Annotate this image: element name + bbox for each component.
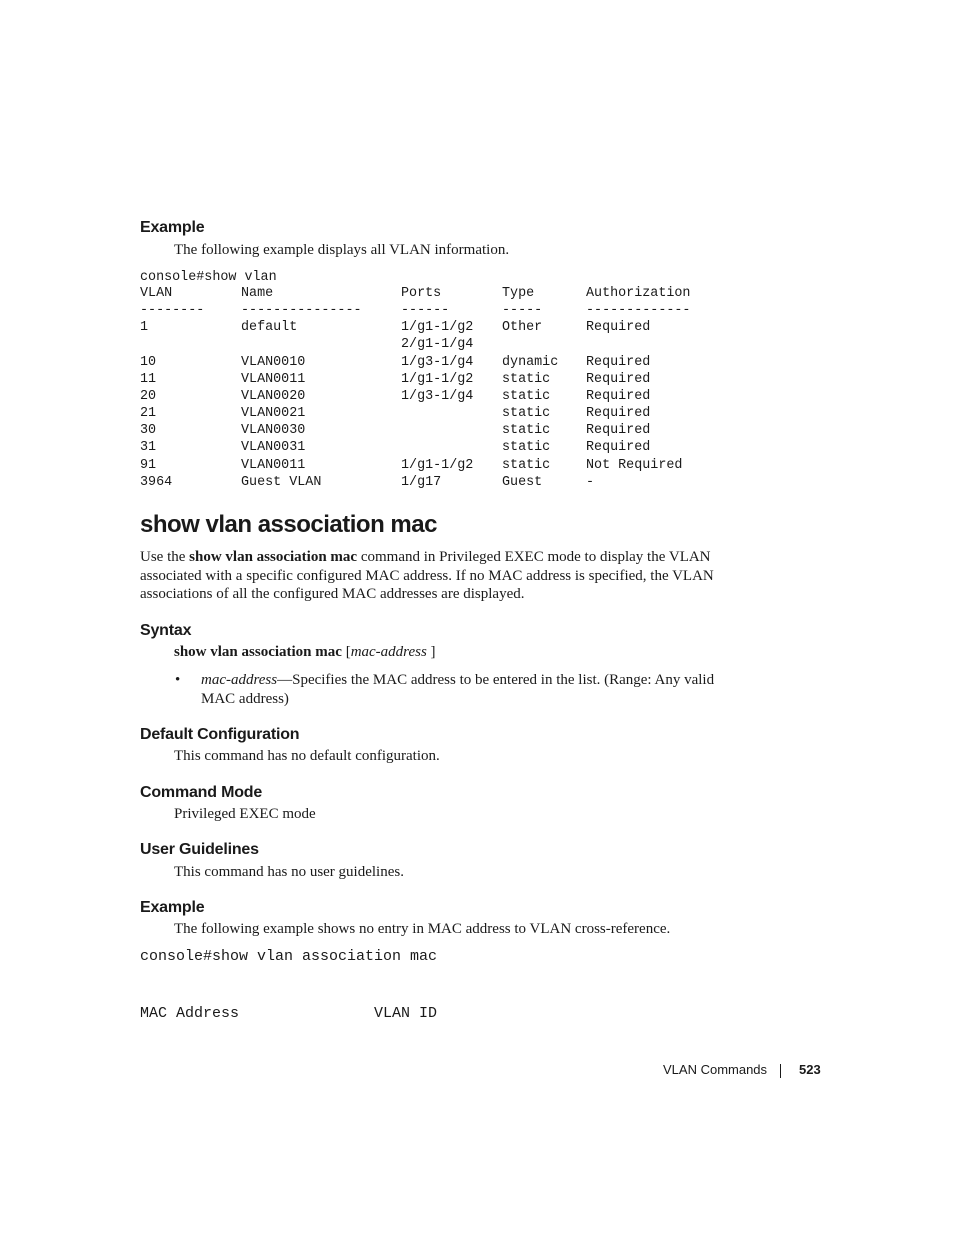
cell-type: dynamic	[502, 354, 559, 370]
example2-intro: The following example shows no entry in MAC address to VLAN cross-reference.	[174, 921, 671, 937]
example-heading: Example	[140, 219, 205, 236]
footer-section: VLAN Commands	[663, 1062, 768, 1077]
cell-ports: 1/g1-1/g2	[401, 457, 474, 473]
cell-ports: 1/g3-1/g4	[401, 354, 474, 370]
cell-vlan: 11	[140, 371, 157, 387]
default-config-text: This command has no default configuration.	[174, 748, 440, 764]
cell-authorization: Required	[586, 320, 651, 336]
code-command-2: console#show vlan association mac	[140, 948, 438, 965]
cell-type: Guest	[502, 474, 543, 490]
example2-heading: Example	[140, 899, 205, 916]
cell-vlan: --------	[140, 303, 205, 319]
syntax-param: mac-address	[350, 644, 427, 660]
cell-ports: 1/g3-1/g4	[401, 388, 474, 404]
cell-name: VLAN0031	[241, 440, 306, 456]
code-command: console#show vlan	[140, 270, 277, 285]
cell-name: VLAN0030	[241, 423, 306, 439]
cell-vlan: 3964	[140, 474, 173, 490]
output-col-mac: MAC Address	[140, 1005, 240, 1022]
syntax-line: show vlan association mac [mac-address ]	[174, 644, 436, 660]
cell-authorization: Required	[586, 406, 651, 422]
cell-name: VLAN0020	[241, 388, 306, 404]
cell-name: Name	[241, 286, 274, 301]
cell-vlan: 1	[140, 320, 149, 336]
example-intro: The following example displays all VLAN information.	[174, 242, 510, 258]
description-line-2: associated with a specific configured MAC address. If no MAC address is specified, the VLAN	[140, 567, 714, 584]
cell-type: static	[502, 406, 551, 422]
bullet-icon: •	[175, 672, 181, 688]
cell-vlan: 91	[140, 457, 157, 473]
cell-vlan: 31	[140, 440, 157, 456]
cell-vlan: 21	[140, 406, 157, 422]
cell-authorization: Not Required	[586, 457, 683, 473]
footer-divider	[780, 1064, 781, 1078]
cell-ports: Ports	[401, 286, 442, 301]
cell-type: static	[502, 440, 551, 456]
cell-vlan: 20	[140, 388, 157, 404]
cell-ports: 1/g1-1/g2	[401, 320, 474, 336]
cell-name: VLAN0011	[241, 371, 306, 387]
output-col-vlan: VLAN ID	[374, 1005, 438, 1022]
cell-name: ---------------	[241, 303, 362, 319]
cell-authorization: Required	[586, 440, 651, 456]
cell-type: static	[502, 423, 551, 439]
cell-authorization: -------------	[586, 303, 691, 319]
page-number: 523	[799, 1062, 821, 1077]
cell-type: static	[502, 371, 551, 387]
command-name: show vlan association mac	[189, 549, 358, 565]
description	[140, 548, 714, 604]
cell-type: -----	[502, 303, 543, 319]
cell-ports: 1/g1-1/g2	[401, 371, 474, 387]
command-mode-heading: Command Mode	[140, 784, 263, 801]
description-line-3: associations of all the configured MAC addresses are displayed.	[140, 586, 525, 602]
cell-vlan: VLAN	[140, 286, 173, 301]
cell-vlan: 30	[140, 423, 157, 439]
cell-vlan: 10	[140, 354, 157, 370]
command-mode-text: Privileged EXEC mode	[174, 806, 316, 822]
cell-type: static	[502, 388, 551, 404]
cell-name: default	[241, 320, 298, 336]
cell-name: Guest VLAN	[241, 474, 322, 490]
cell-name: VLAN0021	[241, 406, 306, 422]
description-line-1: Use the show vlan association mac command in Privileged EXEC mode to display the VLAN	[140, 549, 711, 565]
cell-authorization: Authorization	[586, 286, 691, 301]
default-config-heading: Default Configuration	[140, 726, 300, 743]
cell-name: VLAN0010	[241, 354, 306, 370]
cell-ports: 1/g17	[401, 474, 442, 490]
page-title: show vlan association mac	[140, 511, 437, 538]
cell-authorization: Required	[586, 354, 651, 370]
user-guidelines-text: This command has no user guidelines.	[174, 864, 404, 880]
cell-authorization: Required	[586, 423, 651, 439]
cell-authorization: Required	[586, 371, 651, 387]
cell-authorization: -	[586, 474, 595, 490]
param-description: mac-address—Specifies the MAC address to be entered in the list. (Range: Any valid MAC address)	[201, 672, 715, 707]
cell-type: Type	[502, 286, 535, 301]
user-guidelines-heading: User Guidelines	[140, 841, 259, 858]
syntax-heading: Syntax	[140, 622, 192, 639]
cell-type: static	[502, 457, 551, 473]
param-name: mac-address	[201, 672, 278, 688]
cell-name: VLAN0011	[241, 457, 306, 473]
cell-ports: 2/g1-1/g4	[401, 337, 474, 353]
cell-authorization: Required	[586, 388, 651, 404]
syntax-command: show vlan association mac	[174, 644, 342, 660]
cell-type: Other	[502, 320, 543, 336]
cell-ports: ------	[401, 303, 450, 319]
